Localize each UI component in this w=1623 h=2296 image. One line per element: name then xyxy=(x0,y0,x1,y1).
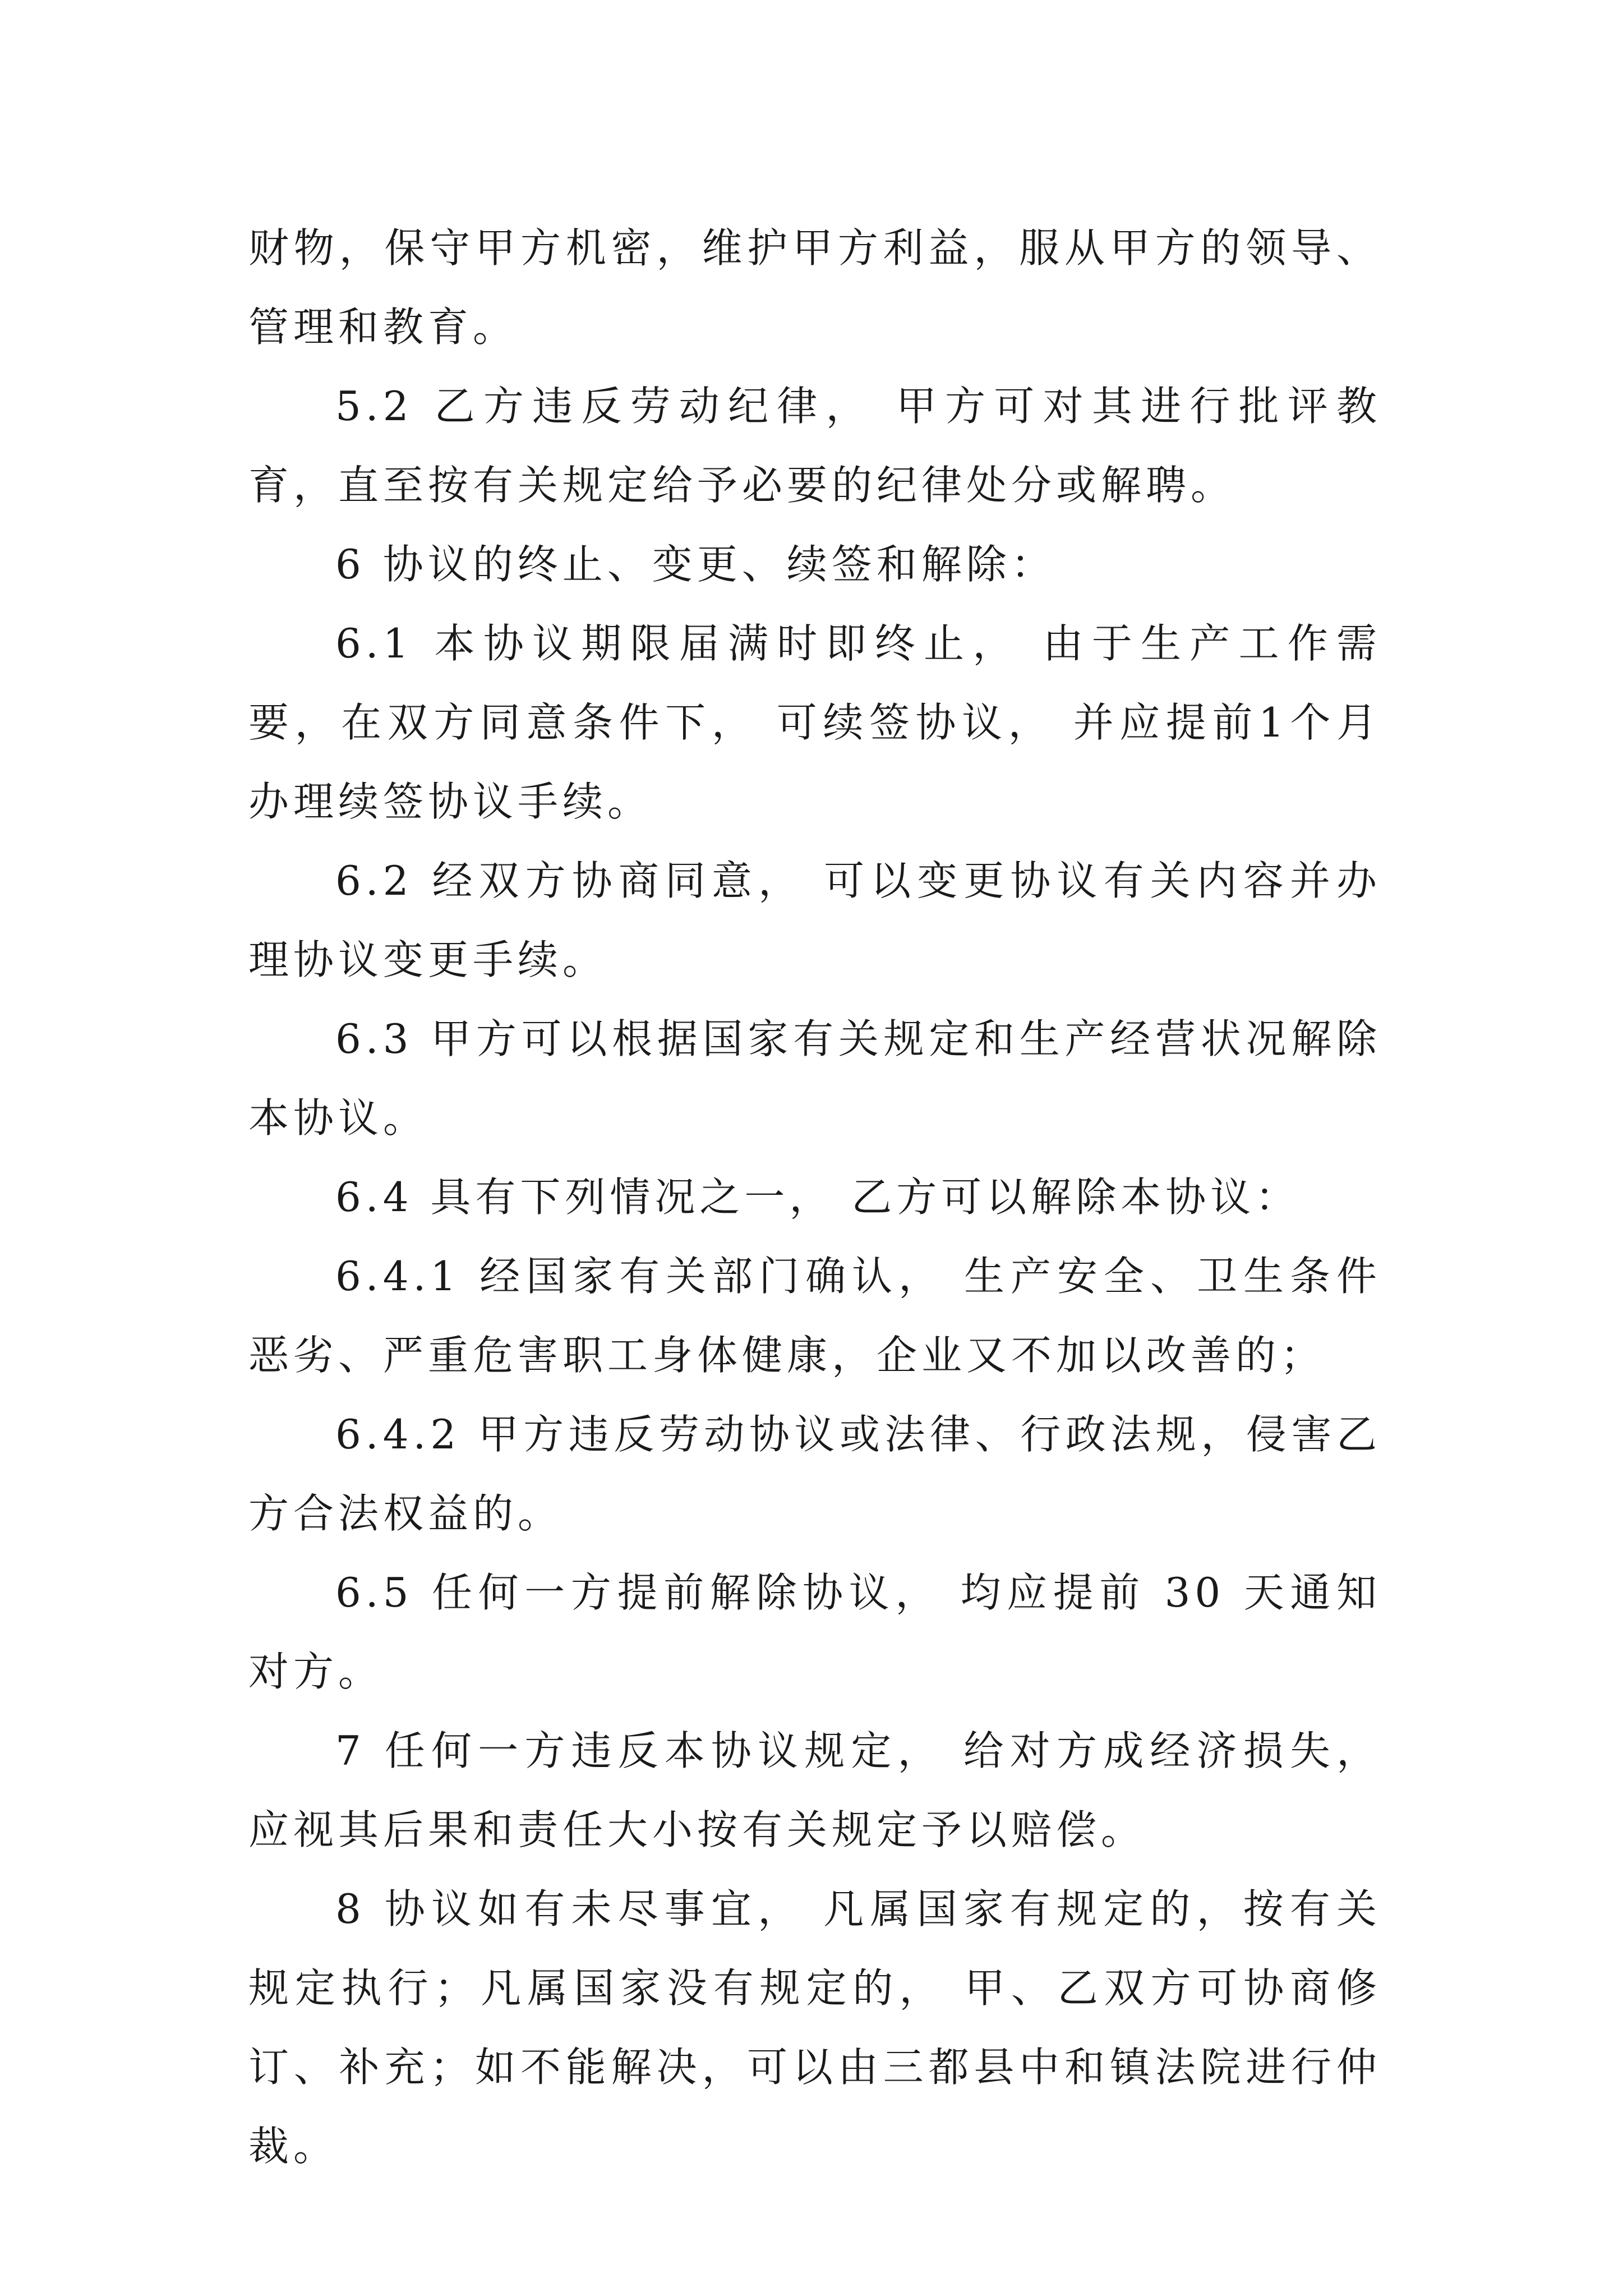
paragraph-clause-6-3: 6.3 甲方可以根据国家有关规定和生产经营状况解除本协议。 xyxy=(248,1015,1381,1142)
paragraph-clause-5-2: 5.2 乙方违反劳动纪律， 甲方可对其进行批评教育，直至按有关规定给予必要的纪律处分或解聘。 xyxy=(248,383,1381,509)
paragraph-clause-6-4-1: 6.4.1 经国家有关部门确认， 生产安全、卫生条件恶劣、严重危害职工身体健康，企业又不加以改善的； xyxy=(248,1253,1381,1379)
paragraph-clause-6-5: 6.5 任何一方提前解除协议， 均应提前 30 天通知对方。 xyxy=(248,1569,1381,1695)
paragraph-clause-6-4: 6.4 具有下列情况之一， 乙方可以解除本协议： xyxy=(335,1174,1301,1221)
paragraph-clause-6-2: 6.2 经双方协商同意， 可以变更协议有关内容并办理协议变更手续。 xyxy=(248,857,1381,983)
paragraph-clause-7: 7 任何一方违反本协议规定， 给对方成经济损失，应视其后果和责任大小按有关规定予以赔偿。 xyxy=(248,1727,1381,1853)
document-body xyxy=(248,209,1381,2186)
paragraph-continuation: 财物，保守甲方机密，维护甲方利益，服从甲方的领导、管理和教育。 xyxy=(248,224,1381,351)
paragraph-clause-6: 6 协议的终止、变更、续签和解除： xyxy=(335,541,1056,588)
paragraph-clause-6-4-2: 6.4.2 甲方违反劳动协议或法律、行政法规，侵害乙方合法权益的。 xyxy=(248,1411,1381,1537)
paragraph-clause-8: 8 协议如有未尽事宜， 凡属国家有规定的，按有关规定执行；凡属国家没有规定的， 甲、乙双方可协商修订、补充；如不能解决，可以由三都县中和镇法院进行仲裁。 xyxy=(248,1885,1381,2170)
paragraph-clause-6-1: 6.1 本协议期限届满时即终止， 由于生产工作需要，在双方同意条件下， 可续签协议， 并应提前1个月办理续签协议手续。 xyxy=(248,620,1381,825)
